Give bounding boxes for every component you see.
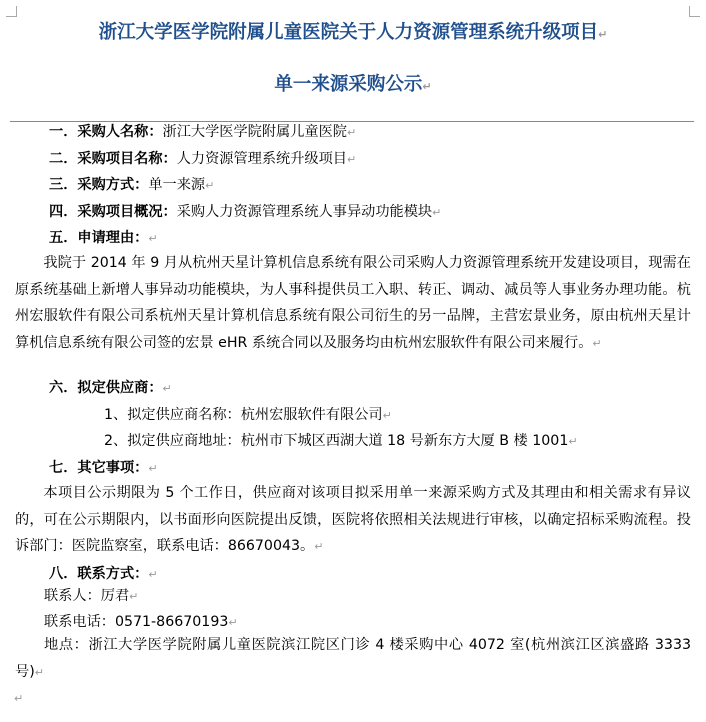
section5-heading: 五．申请理由：↵ <box>49 230 158 246</box>
contact-person: 联系人：厉君↵ <box>44 588 139 604</box>
item-purchaser: 一．采购人名称：浙江大学医学院附属儿童医院↵ <box>49 124 357 140</box>
contact-phone: 联系电话：0571-86670193↵ <box>44 614 238 630</box>
section8-heading: 八．联系方式：↵ <box>49 566 158 582</box>
section6-heading: 六．拟定供应商：↵ <box>49 380 172 396</box>
contact-address: 地点：浙江大学医学院附属儿童医院滨江院区门诊 4 楼采购中心 4072 室(杭州滨江区滨盛路 3333 号)↵ <box>15 637 691 680</box>
margin-corner-right <box>689 6 700 17</box>
section5-body: 我院于 2014 年 9 月从杭州天星计算机信息系统有限公司采购人力资源管理系统开发建设项目，现需在原系统基础上新增人事异动功能模块，为人事科提供员工入职、转正、调动、减员等人事业务办理功能。杭州宏服软件有限公司系杭州天星计算机信息系统有限公司衍生的另一品牌，主营宏景业务，原由杭州天星计算机信息系统有限公司签的宏景 eHR 系统合同以及服务均由杭州宏服软件有限公司来履行。↵ <box>15 255 691 351</box>
item-method: 三．采购方式：单一来源↵ <box>49 177 215 193</box>
section7-heading: 七．其它事项：↵ <box>49 460 158 476</box>
supplier-name-line: 1、拟定供应商名称：杭州宏服软件有限公司↵ <box>104 407 392 423</box>
item-project-name: 二．采购项目名称：人力资源管理系统升级项目↵ <box>49 151 357 167</box>
item-overview: 四．采购项目概况：采购人力资源管理系统人事异动功能模块↵ <box>49 204 442 220</box>
document-title-line2: 单一来源采购公示↵ <box>274 74 432 95</box>
empty-paragraph: ↵ <box>14 692 24 705</box>
document-title-line1: 浙江大学医学院附属儿童医院关于人力资源管理系统升级项目↵ <box>98 22 608 43</box>
supplier-address-line: 2、拟定供应商地址：杭州市下城区西湖大道 18 号新东方大厦 B 楼 1001↵ <box>104 433 578 449</box>
section7-body: 本项目公示期限为 5 个工作日，供应商对该项目拟采用单一来源采购方式及其理由和相关需求有异议的，可在公示期限内，以书面形向医院提出反馈，医院将依照相关法规进行审核，以确定招标采购流程。投诉部门：医院监察室，联系电话：86670043。↵ <box>15 485 691 554</box>
margin-corner-left <box>6 6 17 17</box>
